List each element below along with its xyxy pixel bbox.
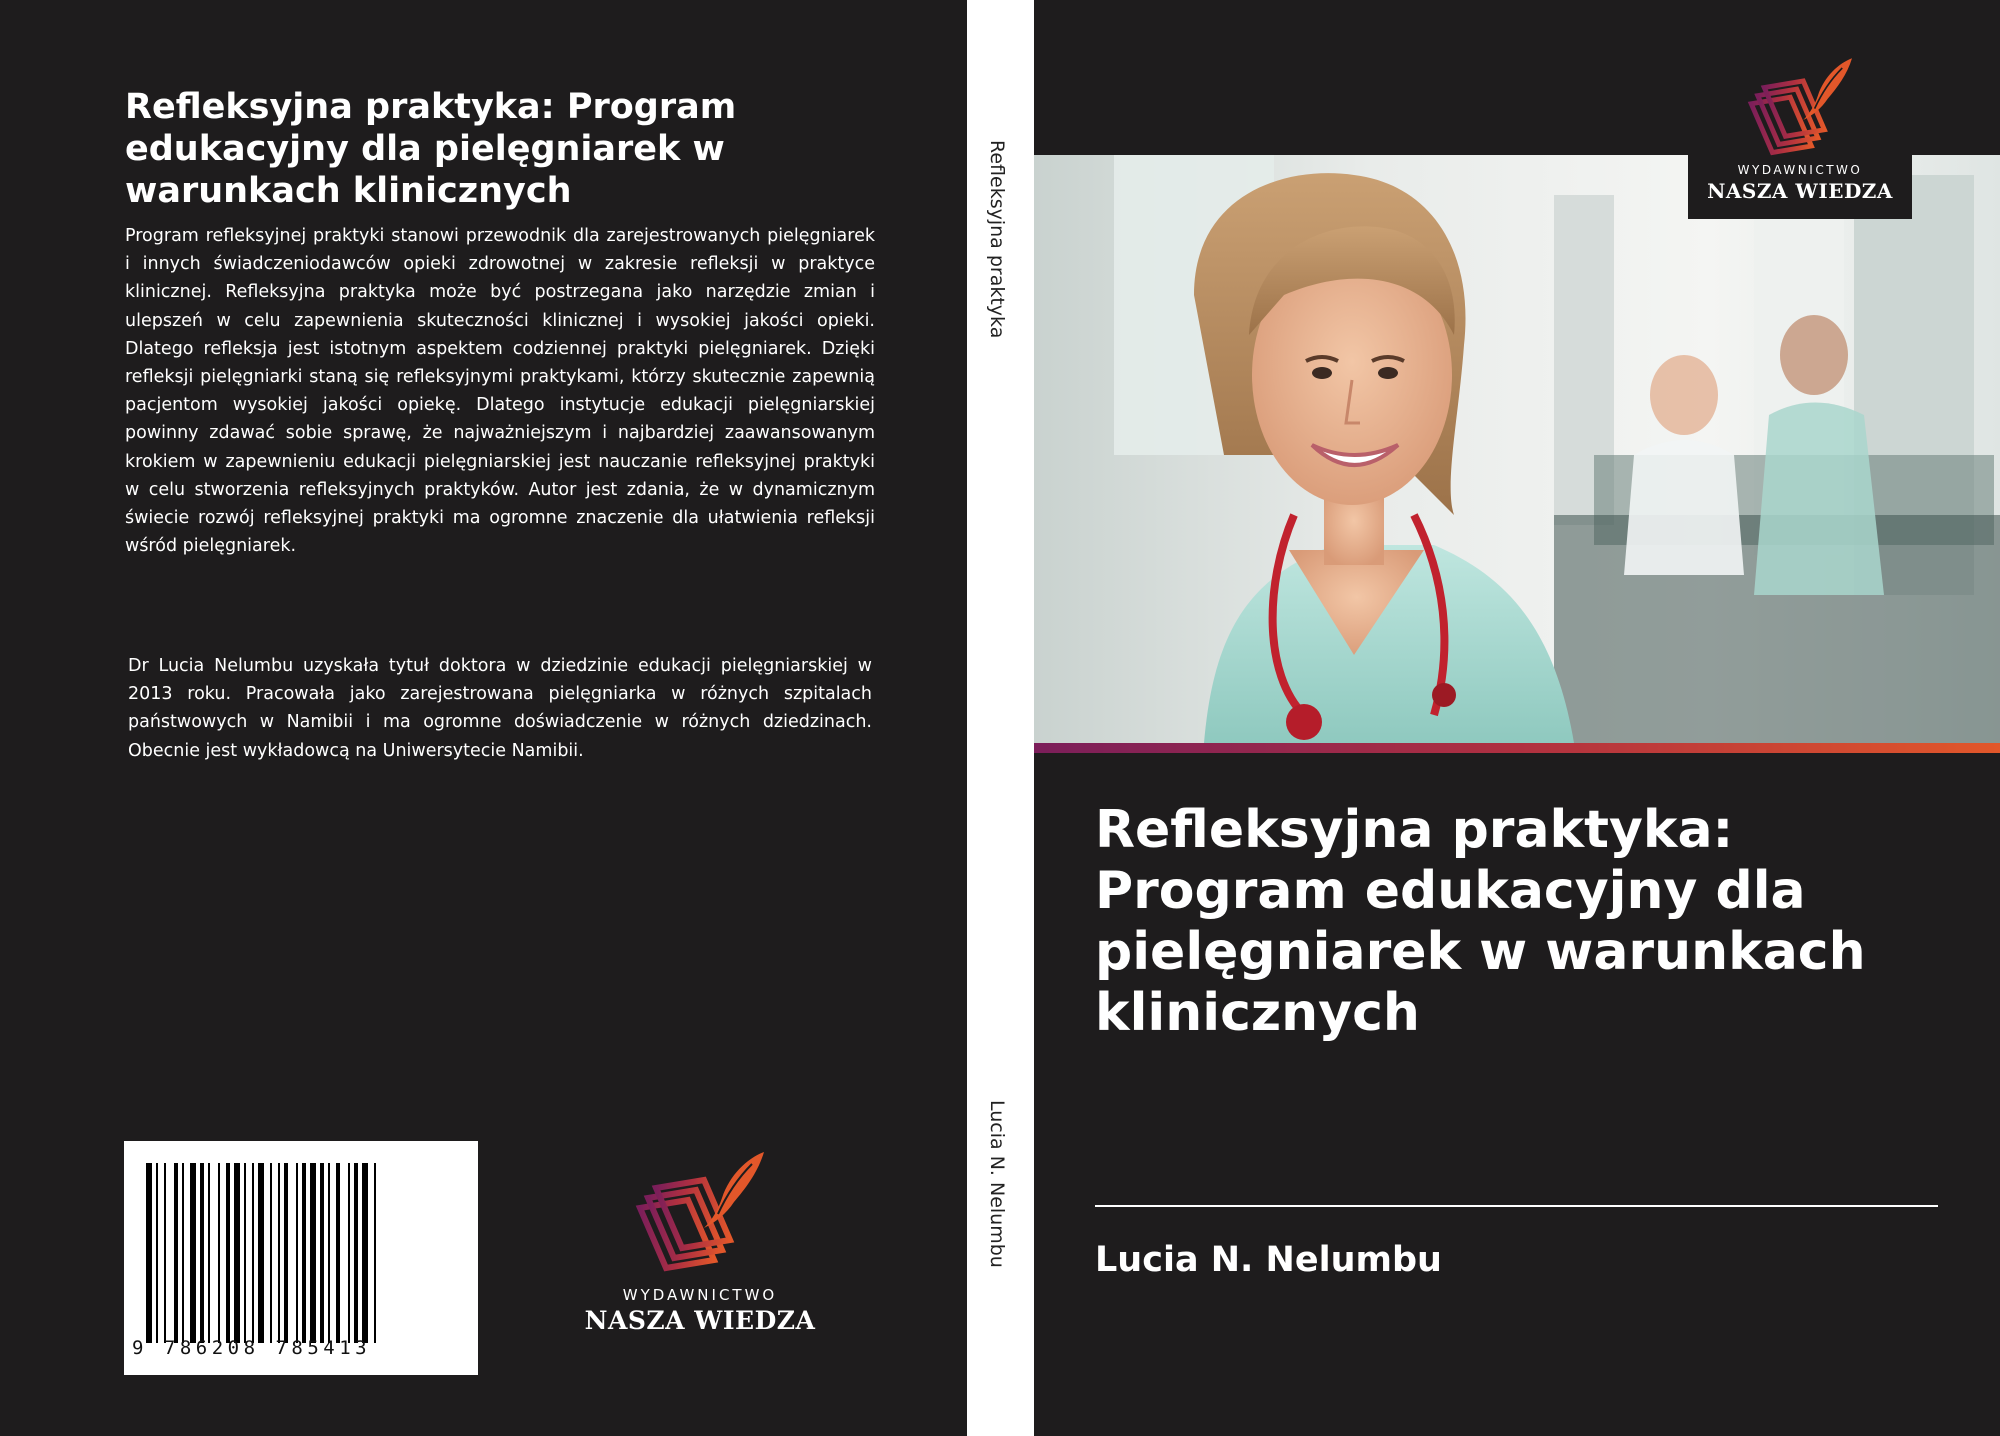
publisher-logo-front (1688, 55, 1912, 219)
accent-gradient-bar (1034, 743, 2000, 753)
barcode-icon (144, 1163, 458, 1343)
isbn-barcode (124, 1141, 478, 1375)
cover-photo-nurse (1034, 155, 2000, 743)
publisher-small-label: WYDAWNICTWO (622, 1286, 778, 1304)
back-cover-title: Refleksyjna praktyka: Program edukacyjny dla pielęgniarek w warunkach klinicznych (125, 87, 737, 211)
back-cover-blurb: Program refleksyjnej praktyki stanowi przewodnik dla zarejestrowanych pielęgniarek i innych świadczeniodawców opieki zdrowotnej w zakresie refleksji w praktyce klinicznej. Refleksyjna praktyka może być postrzegana jako narzędzie zmian i ulepszeń w celu zapewnienia skuteczności klinicznej i wysokiej jakości opieki. Dlatego refleksja jest istotnym aspektem codziennej praktyki pielęgniarek. Dzięki refleksji pielęgniarki staną się refleksyjnymi praktykami, którzy skutecznie zapewnią pacjentom wysokiej jakości opiekę. Dlatego instytucje edukacji pielęgniarskiej powinny zdawać sobie sprawę, że najważniejszym i najbardziej zaawansowanym krokiem w zapewnieniu edukacji pielęgniarskiej jest nauczanie refleksyjnej praktyki w celu stworzenia refleksyjnych praktyków. Autor jest zdania, że w dynamicznym świecie rozwój refleksyjnej praktyki ma ogromne znaczenie dla ułatwienia refleksji wśród pielęgniarek. (125, 226, 875, 557)
publisher-small-label: WYDAWNICTWO (1737, 163, 1863, 177)
spine-author: Lucia N. Nelumbu (986, 1100, 1008, 1268)
isbn-digits: 9 786208 785413 (132, 1337, 372, 1359)
book-quill-logo-icon (630, 1148, 770, 1276)
spine-title: Refleksyjna praktyka (986, 140, 1008, 339)
nurse-photo-illustration (1034, 155, 2000, 743)
title-divider (1095, 1205, 1938, 1207)
publisher-name: NASZA WIEDZA (584, 1306, 816, 1335)
publisher-name: NASZA WIEDZA (1707, 179, 1893, 203)
front-cover-title: Refleksyjna praktyka: Program edukacyjny dla pielęgniarek w warunkach klinicznych (1095, 800, 1866, 1043)
author-bio: Dr Lucia Nelumbu uzyskała tytuł doktora w dziedzinie edukacji pielęgniarskiej w 2013 roku. Pracowała jako zarejestrowana pielęgniarka w różnych szpitalach państwowych w Namibii i ma ogromne doświadczenie w różnych dziedzinach. Obecnie jest wykładowcą na Uniwersytecie Namibii. (128, 656, 872, 761)
publisher-logo-back (580, 1148, 820, 1338)
front-cover-author: Lucia N. Nelumbu (1095, 1240, 1442, 1280)
book-quill-logo-icon (1743, 55, 1857, 159)
